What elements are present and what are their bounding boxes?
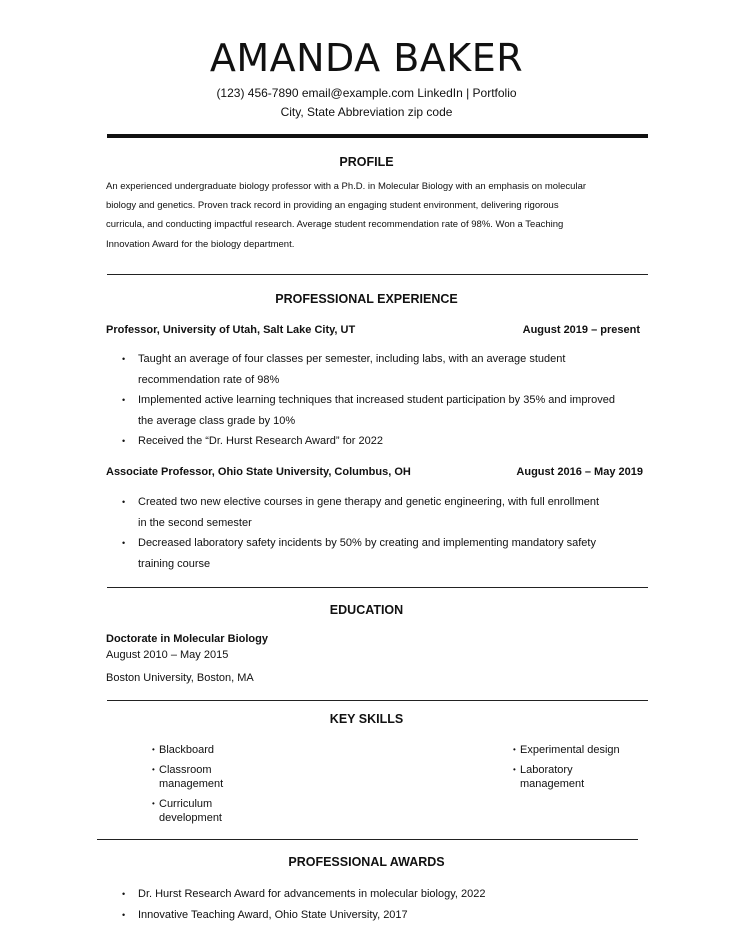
list-item: • Laboratory management — [513, 763, 713, 791]
list-item: • Dr. Hurst Research Award for advancements in molecular biology, 2022 — [106, 884, 666, 905]
profile-summary — [106, 177, 636, 254]
job-bullets — [106, 492, 666, 574]
skills-list-right — [513, 743, 713, 797]
profile-line: curricula, and conducting impactful research. Average student recommendation rate of 98%. Won a Teaching — [106, 219, 564, 231]
job-dates: August 2019 – present — [522, 324, 640, 336]
section-divider — [107, 700, 648, 701]
list-item: • Innovative Teaching Award, Ohio State University, 2017 — [106, 905, 666, 926]
skills-list-left — [152, 743, 332, 831]
section-divider — [107, 274, 648, 275]
list-item: • Created two new elective courses in gene therapy and genetic engineering, with full enrollment in the second semester — [106, 492, 666, 533]
school-name: Boston University, Boston, MA — [106, 672, 254, 684]
list-item: • Decreased laboratory safety incidents by 50% by creating and implementing mandatory safety training course — [106, 533, 666, 574]
profile-line: An experienced undergraduate biology professor with a Ph.D. in Molecular Biology with an emphasis on molecular — [106, 181, 587, 192]
education-entry — [106, 631, 268, 688]
list-item: • Received the “Dr. Hurst Research Award” for 2022 — [106, 431, 666, 452]
list-item: • Blackboard — [152, 743, 332, 757]
education-dates: August 2010 – May 2015 — [106, 649, 229, 661]
section-divider — [97, 839, 638, 840]
job-bullets — [106, 349, 666, 452]
job-title: Associate Professor, Ohio State University, Columbus, OH — [106, 466, 411, 478]
profile-line: biology and genetics. Proven track record in providing an engaging student environment, delivering rigorous — [106, 200, 559, 212]
awards-list — [106, 884, 666, 925]
profile-heading: PROFILE — [339, 155, 394, 169]
candidate-name: AMANDA BAKER — [209, 36, 524, 80]
contact-line: (123) 456-7890 email@example.com LinkedIn | Portfolio — [216, 86, 517, 100]
section-divider — [107, 587, 648, 588]
list-item: • Experimental design — [513, 743, 713, 757]
list-item: • Implemented active learning techniques that increased student participation by 35% and improved the average class grade by 10% — [106, 390, 666, 431]
profile-line: Innovation Award for the biology department. — [106, 238, 295, 250]
list-item: • Classroom management — [152, 763, 332, 791]
list-item: • Taught an average of four classes per semester, including labs, with an average student recommendation rate of 98% — [106, 349, 666, 390]
skills-heading: KEY SKILLS — [329, 712, 404, 726]
education-heading: EDUCATION — [329, 603, 404, 617]
job-title: Professor, University of Utah, Salt Lake City, UT — [106, 324, 356, 336]
list-item: • Curriculum development — [152, 797, 332, 825]
address-line: City, State Abbreviation zip code — [280, 105, 453, 119]
experience-heading: PROFESSIONAL EXPERIENCE — [275, 292, 458, 306]
awards-heading: PROFESSIONAL AWARDS — [288, 855, 445, 869]
job-dates: August 2016 – May 2019 — [516, 466, 643, 478]
degree-title: Doctorate in Molecular Biology — [106, 633, 268, 645]
header-divider — [107, 134, 648, 138]
